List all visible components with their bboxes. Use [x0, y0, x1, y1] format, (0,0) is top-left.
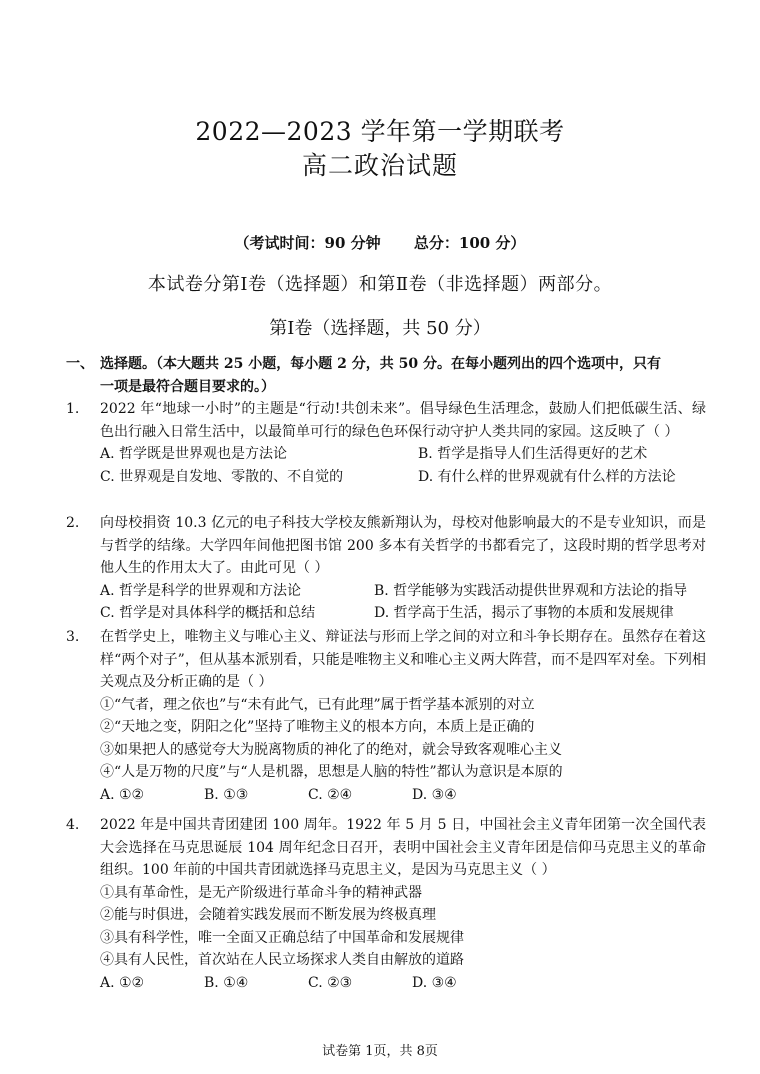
answer-options — [66, 784, 706, 807]
question-stem: 在哲学史上，唯物主义与唯心主义、辩证法与形而上学之间的对立和斗争长期存在。虽然存在着这样“两个对子”，但从基本派别看，只能是唯物主义和唯心主义两大阵营，而不是四军对垒。下列相关观点及分析正确的是（ ） — [100, 629, 706, 690]
question-number: 4. — [66, 817, 80, 833]
instruction-line-2: 一项是最符合题目要求的。） — [100, 378, 275, 395]
statement-2: ②“天地之变，阴阳之化”坚持了唯物主义的根本方向，本质上是正确的 — [100, 719, 535, 735]
option-row — [66, 443, 706, 466]
statement-4: ④“人是万物的尺度”与“人是机器，思想是人脑的特性”都认为意识是本原的 — [100, 764, 563, 780]
answer-a: A. ①② — [100, 786, 145, 803]
statement-4: ④具有人民性，首次站在人民立场探求人类自由解放的道路 — [100, 952, 464, 968]
answer-options — [66, 972, 706, 995]
statement-2: ②能与时俱进，会随着实践发展而不断发展为终极真理 — [100, 907, 436, 923]
exam-notice: 本试卷分第Ⅰ卷（选择题）和第Ⅱ卷（非选择题）两部分。 — [147, 274, 613, 295]
section-title: 第Ⅰ卷（选择题，共 50 分） — [269, 318, 491, 339]
question-2 — [66, 512, 706, 625]
question-3 — [66, 626, 706, 806]
answer-a: A. ①② — [100, 974, 145, 991]
option-a: A. 哲学既是世界观也是方法论 — [100, 446, 288, 462]
instruction-line-1: 选择题。（本大题共 25 小题，每小题 2 分，共 50 分。在每小题列出的四个选项中，只有 — [100, 356, 661, 372]
question-stem: 2022 年是中国共青团建团 100 周年。1922 年 5 月 5 日，中国社会主义青年团第一次全国代表大会选择在马克思诞辰 104 周年纪念日召开，表明中国社会主义青年团是信仰马克思主义的革命组织。100 年前的中国共青团就选择马克思主义，是因为马克思主义（ ） — [100, 817, 706, 878]
statement-3: ③具有科学性，唯一全面又正确总结了中国革命和发展规律 — [100, 929, 464, 946]
answer-d: D. ③④ — [412, 786, 457, 803]
exam-time: （考试时间：90 分钟 — [234, 234, 381, 252]
statement-1: ①具有革命性，是无产阶级进行革命斗争的精神武器 — [100, 884, 422, 901]
page-footer: 试卷第 1页，共 8页 — [322, 1044, 438, 1059]
exam-subtitle: 高二政治试题 — [301, 151, 458, 180]
question-number: 1. — [66, 401, 80, 417]
option-row — [66, 602, 706, 625]
question-stem: 向母校捐资 10.3 亿元的电子科技大学校友熊新翔认为，母校对他影响最大的不是专业知识，而是与哲学的结缘。大学四年间他把图书馆 200 多本有关哲学的书都看完了，这段时期的哲学思考对他人生的作用太大了。由此可见（ ） — [100, 515, 706, 576]
answer-b: B. ①④ — [204, 974, 249, 991]
option-row — [66, 466, 706, 489]
answer-c: C. ②③ — [308, 974, 353, 991]
option-b: B. 哲学能够为实践活动提供世界观和方法论的指导 — [374, 582, 688, 599]
option-d: D. 哲学高于生活，揭示了事物的本质和发展规律 — [374, 605, 674, 621]
instruction — [66, 353, 706, 398]
statement-1: ①“气者，理之依也”与“未有此气，已有此理”属于哲学基本派别的对立 — [100, 696, 535, 713]
option-c: C. 哲学是对具体科学的概括和总结 — [100, 605, 316, 621]
exam-info — [0, 232, 760, 253]
option-b: B. 哲学是指导人们生活得更好的艺术 — [418, 446, 648, 462]
question-1 — [66, 398, 706, 488]
question-stem: 2022 年“地球一小时”的主题是“行动!共创未来”。倡导绿色生活理念，鼓励人们把低碳生活、绿色出行融入日常生活中，以最简单可行的绿色色环保行动守护人类共同的家园。这反映了（ ） — [100, 401, 706, 440]
instruction-number: 一、 — [66, 356, 94, 372]
answer-c: C. ②④ — [308, 786, 353, 803]
answer-b: B. ①③ — [204, 786, 249, 803]
answer-d: D. ③④ — [412, 974, 457, 991]
option-row — [66, 580, 706, 603]
option-a: A. 哲学是科学的世界观和方法论 — [100, 582, 302, 599]
question-number: 2. — [66, 515, 80, 531]
exam-title: 2022—2023 学年第一学期联考 — [195, 117, 565, 146]
total-score: 总分：100 分） — [413, 234, 526, 252]
option-d: D. 有什么样的世界观就有什么样的方法论 — [418, 468, 676, 485]
question-4 — [66, 814, 706, 994]
statement-3: ③如果把人的感觉夸大为脱离物质的神化了的绝对，就会导致客观唯心主义 — [100, 741, 562, 758]
question-number: 3. — [66, 629, 80, 645]
option-c: C. 世界观是自发地、零散的、不自觉的 — [100, 468, 344, 485]
